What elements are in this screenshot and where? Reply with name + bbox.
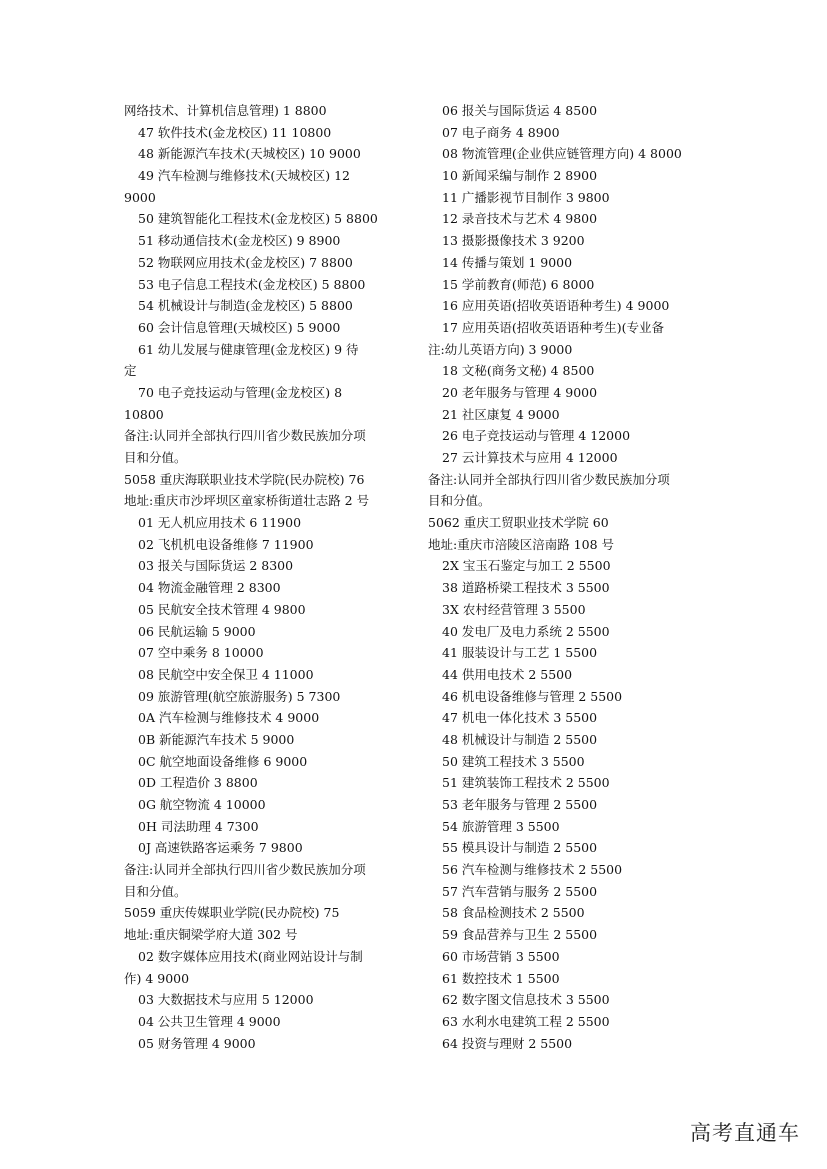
text-line: 07 空中乘务 8 10000 bbox=[138, 645, 264, 661]
text-line: 04 公共卫生管理 4 9000 bbox=[138, 1013, 281, 1029]
text-line: 26 电子竞技运动与管理 4 12000 bbox=[442, 428, 631, 444]
text-line: 01 无人机应用技术 6 11900 bbox=[138, 515, 302, 531]
text-line: 注:幼儿英语方向) 3 9000 bbox=[428, 341, 573, 357]
text-line: 60 市场营销 3 5500 bbox=[442, 948, 560, 964]
text-line: 03 报关与国际货运 2 8300 bbox=[138, 558, 294, 574]
left-text-column bbox=[124, 100, 406, 1054]
text-line: 47 软件技术(金龙校区) 11 10800 bbox=[138, 124, 332, 140]
text-line: 15 学前教育(师范) 6 8000 bbox=[442, 276, 595, 292]
text-line: 59 食品营养与卫生 2 5500 bbox=[442, 927, 598, 943]
text-line: 46 机电设备维修与管理 2 5500 bbox=[442, 688, 623, 704]
text-line: 11 广播影视节目制作 3 9800 bbox=[442, 189, 610, 205]
text-line: 49 汽车检测与维修技术(天城校区) 12 bbox=[138, 168, 351, 184]
text-line: 21 社区康复 4 9000 bbox=[442, 406, 560, 422]
text-line: 13 摄影摄像技术 3 9200 bbox=[442, 233, 585, 249]
text-line: 27 云计算技术与应用 4 12000 bbox=[442, 450, 618, 465]
text-line: 5058 重庆海联职业技术学院(民办院校) 76 bbox=[124, 471, 365, 487]
text-line: 目和分值。 bbox=[124, 450, 187, 465]
text-line: 51 移动通信技术(金龙校区) 9 8900 bbox=[138, 233, 341, 249]
text-line: 14 传播与策划 1 9000 bbox=[442, 254, 573, 270]
text-line: 07 电子商务 4 8900 bbox=[442, 124, 560, 140]
text-line: 54 机械设计与制造(金龙校区) 5 8800 bbox=[138, 298, 353, 314]
text-line: 2X 宝玉石鉴定与加工 2 5500 bbox=[442, 558, 611, 574]
text-line: 地址:重庆市沙坪坝区童家桥街道壮志路 2 号 bbox=[124, 493, 370, 509]
text-line: 05 财务管理 4 9000 bbox=[138, 1035, 256, 1051]
text-line: 50 建筑智能化工程技术(金龙校区) 5 8800 bbox=[138, 211, 378, 227]
text-line: 5062 重庆工贸职业技术学院 60 bbox=[428, 515, 609, 531]
text-line: 52 物联网应用技术(金龙校区) 7 8800 bbox=[138, 254, 353, 270]
text-line: 48 机械设计与制造 2 5500 bbox=[442, 731, 598, 747]
text-line: 38 道路桥梁工程技术 3 5500 bbox=[442, 580, 610, 596]
text-line: 0D 工程造价 3 8800 bbox=[138, 775, 258, 791]
text-line: 62 数字图文信息技术 3 5500 bbox=[442, 992, 610, 1008]
text-line: 0C 航空地面设备维修 6 9000 bbox=[138, 753, 308, 769]
text-line: 目和分值。 bbox=[428, 493, 491, 509]
text-line: 备注:认同并全部执行四川省少数民族加分项 bbox=[124, 862, 366, 878]
text-line: 备注:认同并全部执行四川省少数民族加分项 bbox=[124, 428, 366, 444]
text-line: 备注:认同并全部执行四川省少数民族加分项 bbox=[428, 471, 670, 487]
text-line: 5059 重庆传媒职业学院(民办院校) 75 bbox=[124, 905, 340, 921]
text-line: 55 模具设计与制造 2 5500 bbox=[442, 840, 598, 856]
text-line: 47 机电一体化技术 3 5500 bbox=[442, 710, 598, 726]
text-line: 0H 司法助理 4 7300 bbox=[138, 818, 259, 834]
text-line: 18 文秘(商务文秘) 4 8500 bbox=[442, 363, 595, 379]
text-line: 53 老年服务与管理 2 5500 bbox=[442, 797, 598, 812]
text-line: 50 建筑工程技术 3 5500 bbox=[442, 753, 585, 769]
text-line: 44 供用电技术 2 5500 bbox=[442, 666, 573, 682]
text-line: 10800 bbox=[124, 406, 164, 422]
text-line: 61 数控技术 1 5500 bbox=[442, 970, 560, 986]
text-line: 51 建筑装饰工程技术 2 5500 bbox=[442, 775, 610, 791]
text-line: 3X 农村经营管理 3 5500 bbox=[442, 601, 586, 617]
text-line: 04 物流金融管理 2 8300 bbox=[138, 580, 281, 596]
text-line: 03 大数据技术与应用 5 12000 bbox=[138, 992, 314, 1008]
text-line: 70 电子竞技运动与管理(金龙校区) 8 bbox=[138, 384, 343, 400]
text-line: 48 新能源汽车技术(天城校区) 10 9000 bbox=[138, 146, 361, 162]
text-line: 0B 新能源汽车技术 5 9000 bbox=[138, 731, 295, 747]
text-line: 12 录音技术与艺术 4 9800 bbox=[442, 211, 598, 227]
text-line: 作) 4 9000 bbox=[124, 970, 190, 986]
text-line: 06 民航运输 5 9000 bbox=[138, 623, 256, 639]
text-line: 02 飞机机电设备维修 7 11900 bbox=[138, 536, 314, 552]
text-line: 40 发电厂及电力系统 2 5500 bbox=[442, 623, 610, 639]
text-line: 0J 高速铁路客运乘务 7 9800 bbox=[138, 840, 303, 856]
text-line: 20 老年服务与管理 4 9000 bbox=[442, 384, 598, 400]
text-line: 53 电子信息工程技术(金龙校区) 5 8800 bbox=[138, 276, 366, 292]
text-line: 61 幼儿发展与健康管理(金龙校区) 9 待 bbox=[138, 341, 359, 357]
text-line: 地址:重庆市涪陵区涪南路 108 号 bbox=[428, 536, 615, 552]
text-line: 06 报关与国际货运 4 8500 bbox=[442, 103, 598, 118]
text-line: 0G 航空物流 4 10000 bbox=[138, 797, 266, 812]
text-line: 网络技术、计算机信息管理) 1 8800 bbox=[124, 103, 327, 118]
text-line: 17 应用英语(招收英语语种考生)(专业备 bbox=[442, 319, 665, 335]
text-line: 16 应用英语(招收英语语种考生) 4 9000 bbox=[442, 298, 670, 314]
text-line: 60 会计信息管理(天城校区) 5 9000 bbox=[138, 319, 341, 335]
watermark-logo: 高考直通车 bbox=[690, 1121, 800, 1145]
text-line: 目和分值。 bbox=[124, 883, 187, 899]
text-line: 08 物流管理(企业供应链管理方向) 4 8000 bbox=[442, 146, 682, 162]
text-line: 10 新闻采编与制作 2 8900 bbox=[442, 168, 598, 184]
text-line: 9000 bbox=[124, 189, 156, 205]
text-line: 08 民航空中安全保卫 4 11000 bbox=[138, 666, 314, 682]
text-line: 54 旅游管理 3 5500 bbox=[442, 818, 560, 834]
text-line: 58 食品检测技术 2 5500 bbox=[442, 905, 585, 921]
text-line: 63 水利水电建筑工程 2 5500 bbox=[442, 1013, 610, 1029]
text-line: 地址:重庆铜梁学府大道 302 号 bbox=[124, 927, 298, 943]
text-line: 64 投资与理财 2 5500 bbox=[442, 1035, 573, 1051]
text-line: 定 bbox=[124, 363, 137, 379]
text-line: 09 旅游管理(航空旅游服务) 5 7300 bbox=[138, 688, 341, 704]
text-line: 56 汽车检测与维修技术 2 5500 bbox=[442, 862, 623, 878]
text-line: 0A 汽车检测与维修技术 4 9000 bbox=[138, 710, 320, 726]
text-line: 02 数字媒体应用技术(商业网站设计与制 bbox=[138, 948, 363, 964]
right-text-column bbox=[428, 100, 718, 1054]
text-line: 41 服装设计与工艺 1 5500 bbox=[442, 645, 598, 661]
text-line: 57 汽车营销与服务 2 5500 bbox=[442, 883, 598, 899]
text-line: 05 民航安全技术管理 4 9800 bbox=[138, 601, 306, 617]
